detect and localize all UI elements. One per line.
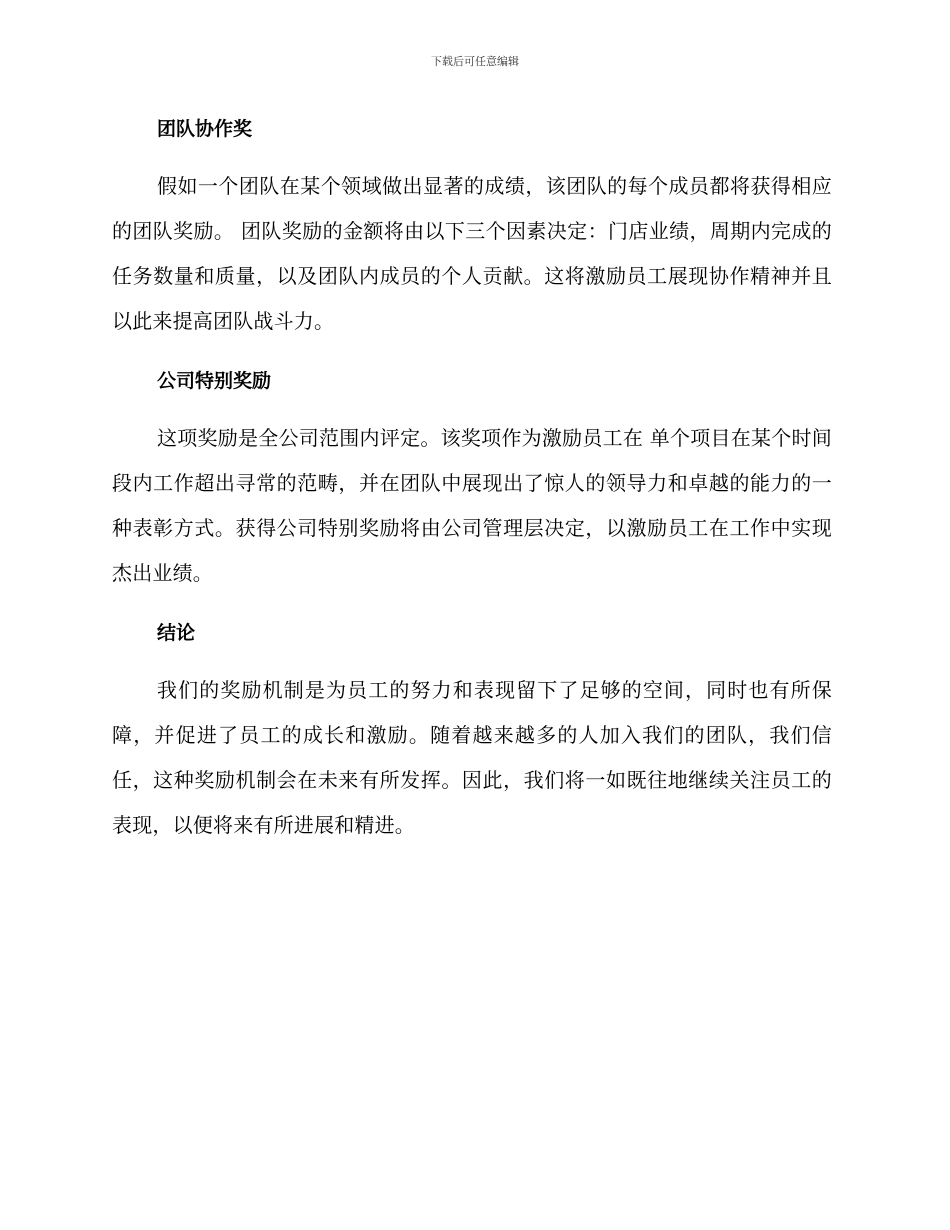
section-heading: 结论 bbox=[157, 622, 196, 644]
header-text: 下载后可任意编辑 bbox=[431, 55, 519, 68]
section-conclusion bbox=[112, 612, 832, 848]
section-heading: 团队协作奖 bbox=[157, 118, 253, 140]
section-paragraph: 我们的奖励机制是为员工的努力和表现留下了足够的空间，同时也有所保障，并促进了员工的成长和激励。随着越来越多的人加入我们的团队，我们信任，这种奖励机制会在未来有所发挥。因此，我们将一如既往地继续关注员工的表现，以便将来有所进展和精进。 bbox=[112, 678, 832, 837]
page-header bbox=[0, 54, 950, 70]
document-body bbox=[112, 108, 832, 848]
section-company-special-award bbox=[112, 360, 832, 596]
section-team-collaboration-award bbox=[112, 108, 832, 344]
section-heading: 公司特别奖励 bbox=[157, 370, 272, 392]
section-paragraph: 这项奖励是全公司范围内评定。该奖项作为激励员工在 单个项目在某个时间段内工作超出寻常的范畴，并在团队中展现出了惊人的领导力和卓越的能力的一种表彰方式。获得公司特别奖励将由公司管理层决定，以激励员工在工作中实现杰出业绩。 bbox=[112, 426, 832, 585]
section-paragraph: 假如一个团队在某个领域做出显著的成绩，该团队的每个成员都将获得相应的团队奖励。 团队奖励的金额将由以下三个因素决定：门店业绩，周期内完成的任务数量和质量，以及团队内成员的个人贡献。这将激励员工展现协作精神并且以此来提高团队战斗力。 bbox=[112, 174, 832, 333]
